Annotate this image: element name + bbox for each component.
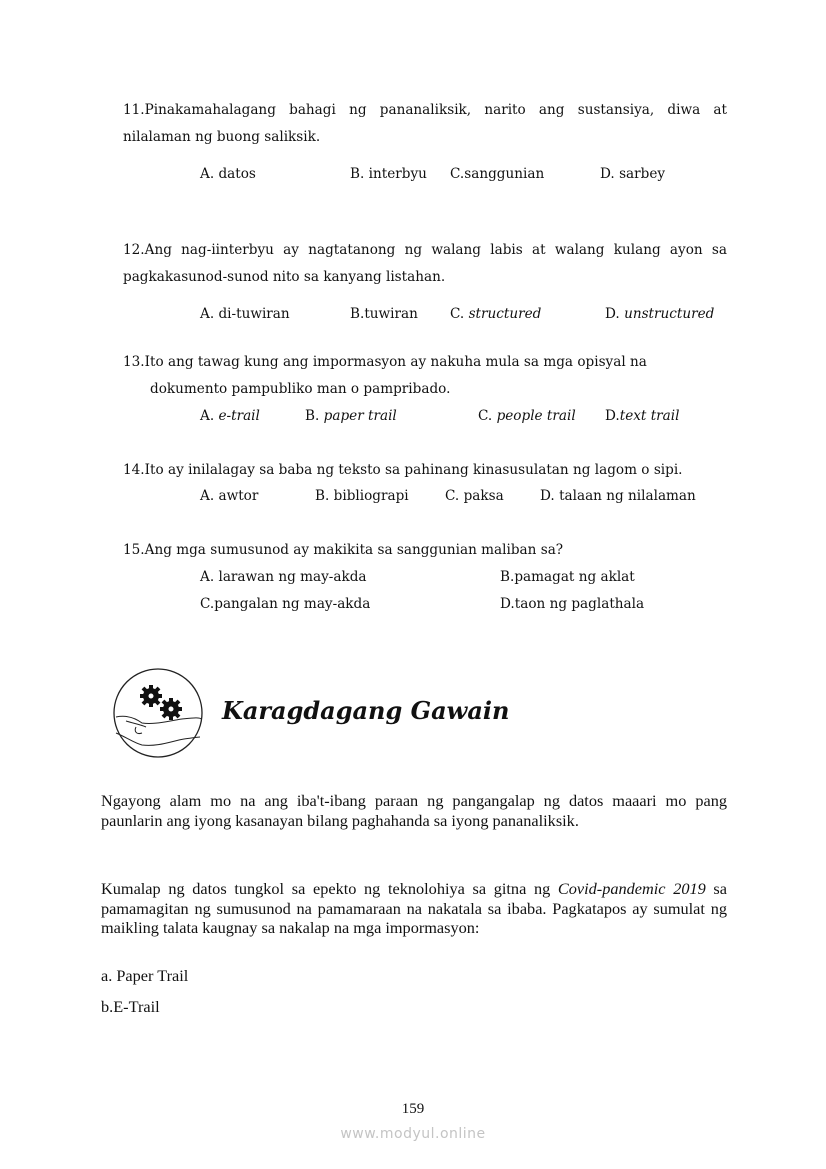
option-text: paper trail (323, 408, 397, 424)
option-text: sarbey (619, 166, 666, 182)
option-label: C. (450, 306, 469, 322)
option-label: D. (605, 306, 625, 322)
page-number: 159 (401, 1101, 425, 1117)
option-text: tuwiran (364, 306, 418, 322)
question-text: Ito ay inilalagay sa baba ng teksto sa pahinang kinasusulatan ng lagom o sipi. (144, 462, 683, 478)
option-a (200, 488, 258, 504)
option-c (478, 408, 576, 424)
question-13 (123, 349, 727, 403)
option-text: bibliograpi (333, 488, 409, 504)
option-c (450, 166, 544, 182)
option-text: datos (218, 166, 256, 182)
option-text: people trail (496, 408, 576, 424)
option-label: A. (200, 569, 219, 585)
option-label: D. (600, 166, 620, 182)
option-a (200, 408, 260, 424)
question-number: 15. (123, 542, 145, 558)
question-text: Ito ang tawag kung ang impormasyon ay nakuha mula sa mga opisyal na (144, 354, 647, 370)
question-text: Ang mga sumusunod ay makikita sa sanggunian maliban sa? (144, 542, 564, 558)
question-text-continued: dokumento pampubliko man o pampribado. (150, 381, 451, 397)
option-label: B. (350, 306, 365, 322)
instruction-text-continued: sa pamamagitan ng sumusunod na pamamaraan na nakatala sa ibaba. Pagkatapos ay sumulat ng maikling talata kaugnay sa nakalap na mga impormasyon: (101, 879, 727, 937)
option-label: B. (315, 488, 334, 504)
question-14 (123, 457, 727, 484)
question-number: 14. (123, 462, 145, 478)
option-text: sanggunian (464, 166, 545, 182)
option-text: e-trail (218, 408, 260, 424)
option-c (200, 596, 370, 612)
option-label: C. (478, 408, 497, 424)
option-label: A. (200, 306, 219, 322)
option-a (200, 569, 367, 585)
option-text: di-tuwiran (218, 306, 290, 322)
option-b (500, 569, 635, 585)
question-12 (123, 237, 727, 291)
option-text: taon ng paglathala (514, 596, 645, 612)
option-a (200, 166, 256, 182)
question-11 (123, 97, 727, 151)
option-label: D. (500, 596, 515, 612)
question-number: 13. (123, 354, 145, 370)
option-label: A. (200, 166, 219, 182)
option-text: structured (468, 306, 542, 322)
option-label: C. (450, 166, 465, 182)
option-b (350, 166, 427, 182)
option-label: B. (305, 408, 324, 424)
option-text: unstructured (624, 306, 715, 322)
watermark: www.modyul.online (340, 1126, 486, 1142)
option-a (200, 306, 290, 322)
option-d (500, 596, 644, 612)
option-d (605, 306, 714, 322)
question-text: Ang nag-iinterbyu ay nagtatanong ng walang labis at walang kulang ayon sa pagkakasunod-sunod nito sa kanyang listahan. (123, 242, 727, 285)
option-c (445, 488, 504, 504)
option-d (605, 408, 679, 424)
instruction-italic-term: Covid-pandemic 2019 (557, 879, 706, 898)
question-15 (123, 537, 727, 564)
question-text: Pinakamahalagang bahagi ng pananaliksik, narito ang sustansiya, diwa at nilalaman ng buong saliksik. (123, 102, 727, 145)
option-b (350, 306, 418, 322)
option-d (540, 488, 696, 504)
intro-paragraph: Ngayong alam mo na ang iba't-ibang paraan ng pangangalap ng datos maaari mo pang paunlarin ang iyong kasanayan bilang paghahanda sa iyong pananaliksik. (101, 791, 727, 830)
gears-in-hand-icon (112, 667, 204, 759)
option-text: awtor (218, 488, 259, 504)
list-item: b.E-Trail (101, 997, 160, 1016)
option-d (600, 166, 665, 182)
option-label: C. (445, 488, 464, 504)
question-number: 12. (123, 242, 145, 258)
instruction-text: Kumalap ng datos tungkol sa epekto ng teknolohiya sa gitna ng (101, 879, 558, 898)
option-text: interbyu (368, 166, 427, 182)
option-text: paksa (463, 488, 504, 504)
option-c (450, 306, 541, 322)
instruction-paragraph (101, 879, 727, 938)
option-text: talaan ng nilalaman (559, 488, 696, 504)
option-label: A. (200, 408, 219, 424)
option-label: B. (350, 166, 369, 182)
option-label: A. (200, 488, 219, 504)
question-number: 11. (123, 102, 145, 118)
option-text: pangalan ng may-akda (214, 596, 371, 612)
list-item: a. Paper Trail (101, 966, 189, 985)
option-b (315, 488, 409, 504)
option-text: text trail (619, 408, 680, 424)
option-label: D. (605, 408, 620, 424)
option-b (305, 408, 397, 424)
section-heading: Karagdagang Gawain (222, 696, 510, 725)
option-text: pamagat ng aklat (514, 569, 635, 585)
option-label: C. (200, 596, 215, 612)
option-label: B. (500, 569, 515, 585)
option-text: larawan ng may-akda (218, 569, 367, 585)
option-label: D. (540, 488, 560, 504)
